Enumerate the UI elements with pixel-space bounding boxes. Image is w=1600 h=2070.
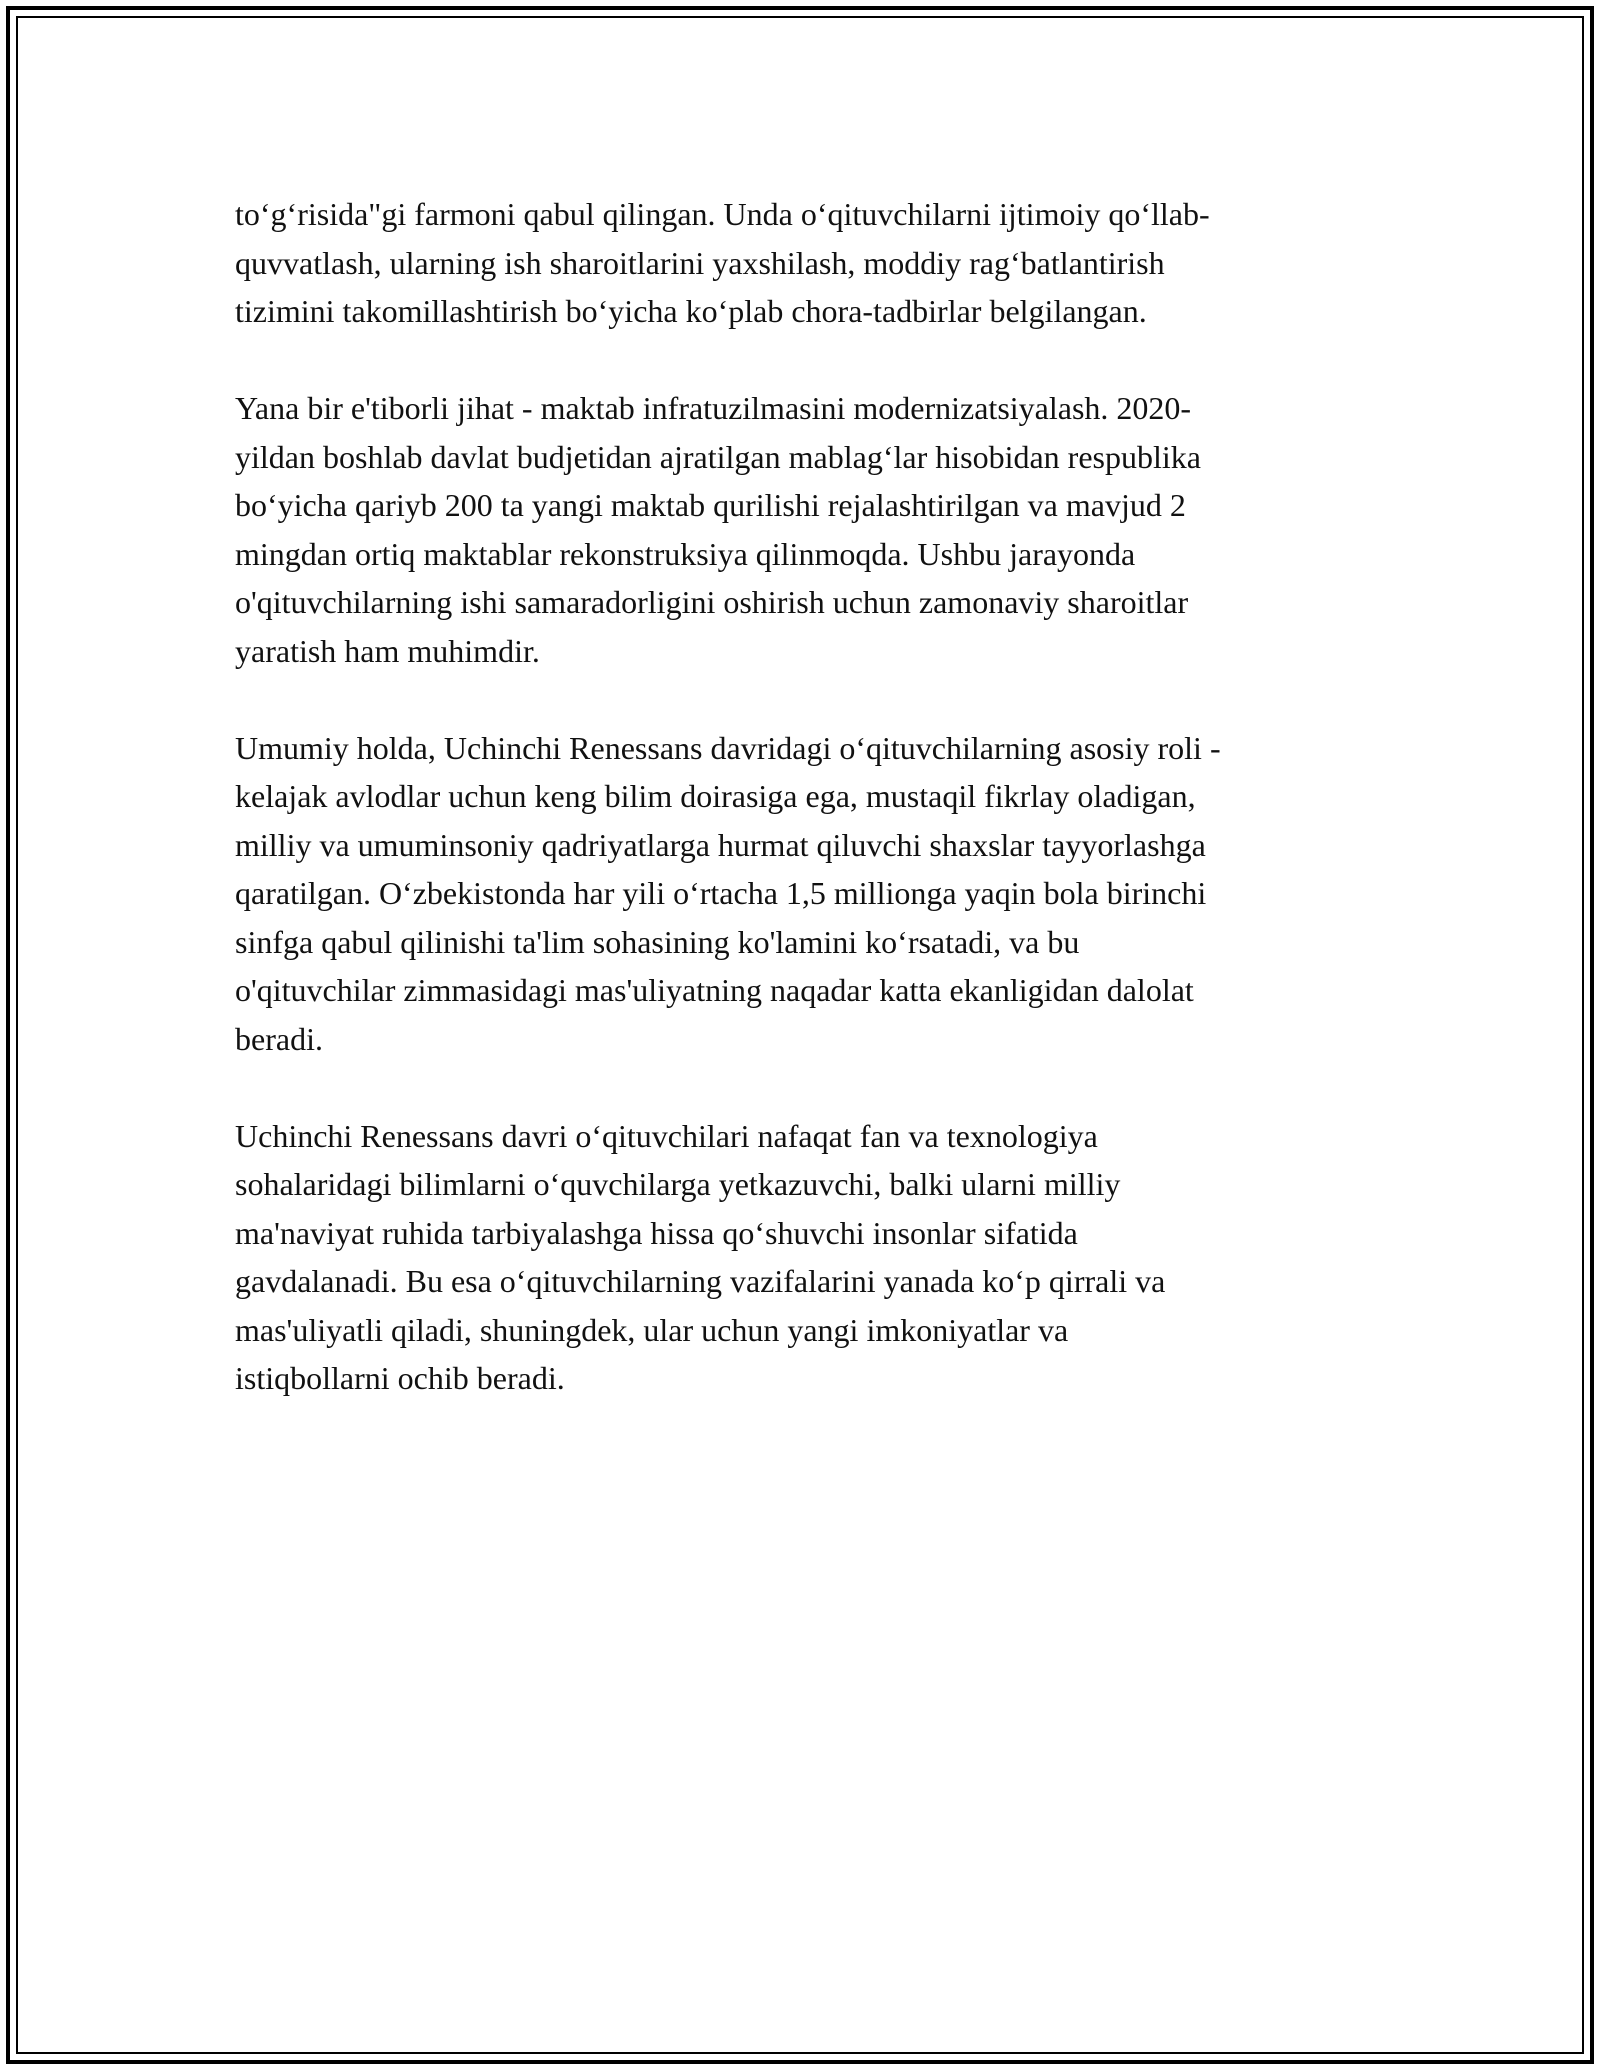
text-line: mingdan ortiq maktablar rekonstruksiya qilinmoqda. Ushbu jarayonda <box>235 535 1136 572</box>
document-body <box>235 190 1375 1451</box>
text-line: o'qituvchilarning ishi samaradorligini oshirish uchun zamonaviy sharoitlar <box>235 584 1189 620</box>
paragraph-1 <box>235 190 1375 336</box>
paragraph-4 <box>235 1112 1375 1403</box>
text-line: milliy va umuminsoniy qadriyatlarga hurmat qiluvchi shaxslar tayyorlashga <box>235 826 1206 863</box>
text-line: ma'naviyat ruhida tarbiyalashga hissa qo‘shuvchi insonlar sifatida <box>235 1214 1078 1251</box>
text-line: mas'uliyatli qiladi, shuningdek, ular uchun yangi imkoniyatlar va <box>235 1311 1069 1348</box>
paragraph-2 <box>235 384 1375 675</box>
text-line: istiqbollarni ochib beradi. <box>235 1360 565 1396</box>
text-line: quvvatlash, ularning ish sharoitlarini yaxshilash, moddiy rag‘batlantirish <box>235 244 1165 281</box>
text-line: qaratilgan. O‘zbekistonda har yili o‘rtacha 1,5 millionga yaqin bola birinchi <box>235 875 1207 911</box>
text-line: to‘g‘risida"gi farmoni qabul qilingan. Unda o‘qituvchilarni ijtimoiy qo‘llab- <box>235 196 1210 232</box>
paragraph-3 <box>235 724 1375 1064</box>
text-line: gavdalanadi. Bu esa o‘qituvchilarning vazifalarini yanada ko‘p qirrali va <box>235 1263 1166 1299</box>
text-line: o'qituvchilar zimmasidagi mas'uliyatning naqadar katta ekanligidan dalolat <box>235 972 1194 1008</box>
text-line: Yana bir e'tiborli jihat - maktab infratuzilmasini modernizatsiyalash. 2020- <box>235 390 1192 426</box>
text-line: tizimini takomillashtirish bo‘yicha ko‘plab chora-tadbirlar belgilangan. <box>235 293 1147 329</box>
text-line: yaratish ham muhimdir. <box>235 632 540 669</box>
text-line: Umumiy holda, Uchinchi Renessans davridagi o‘qituvchilarning asosiy roli - <box>235 729 1221 766</box>
text-line: sinfga qabul qilinishi ta'lim sohasining ko'lamini ko‘rsatadi, va bu <box>235 923 1080 960</box>
text-line: bo‘yicha qariyb 200 ta yangi maktab qurilishi rejalashtirilgan va mavjud 2 <box>235 487 1186 523</box>
text-line: yildan boshlab davlat budjetidan ajratilgan mablag‘lar hisobidan respublika <box>235 438 1201 475</box>
text-line: beradi. <box>235 1020 323 1057</box>
text-line: kelajak avlodlar uchun keng bilim doirasiga ega, mustaqil fikrlay oladigan, <box>235 778 1196 814</box>
text-line: Uchinchi Renessans davri o‘qituvchilari nafaqat fan va texnologiya <box>235 1117 1098 1154</box>
text-line: sohalaridagi bilimlarni o‘quvchilarga yetkazuvchi, balki ularni milliy <box>235 1166 1121 1202</box>
